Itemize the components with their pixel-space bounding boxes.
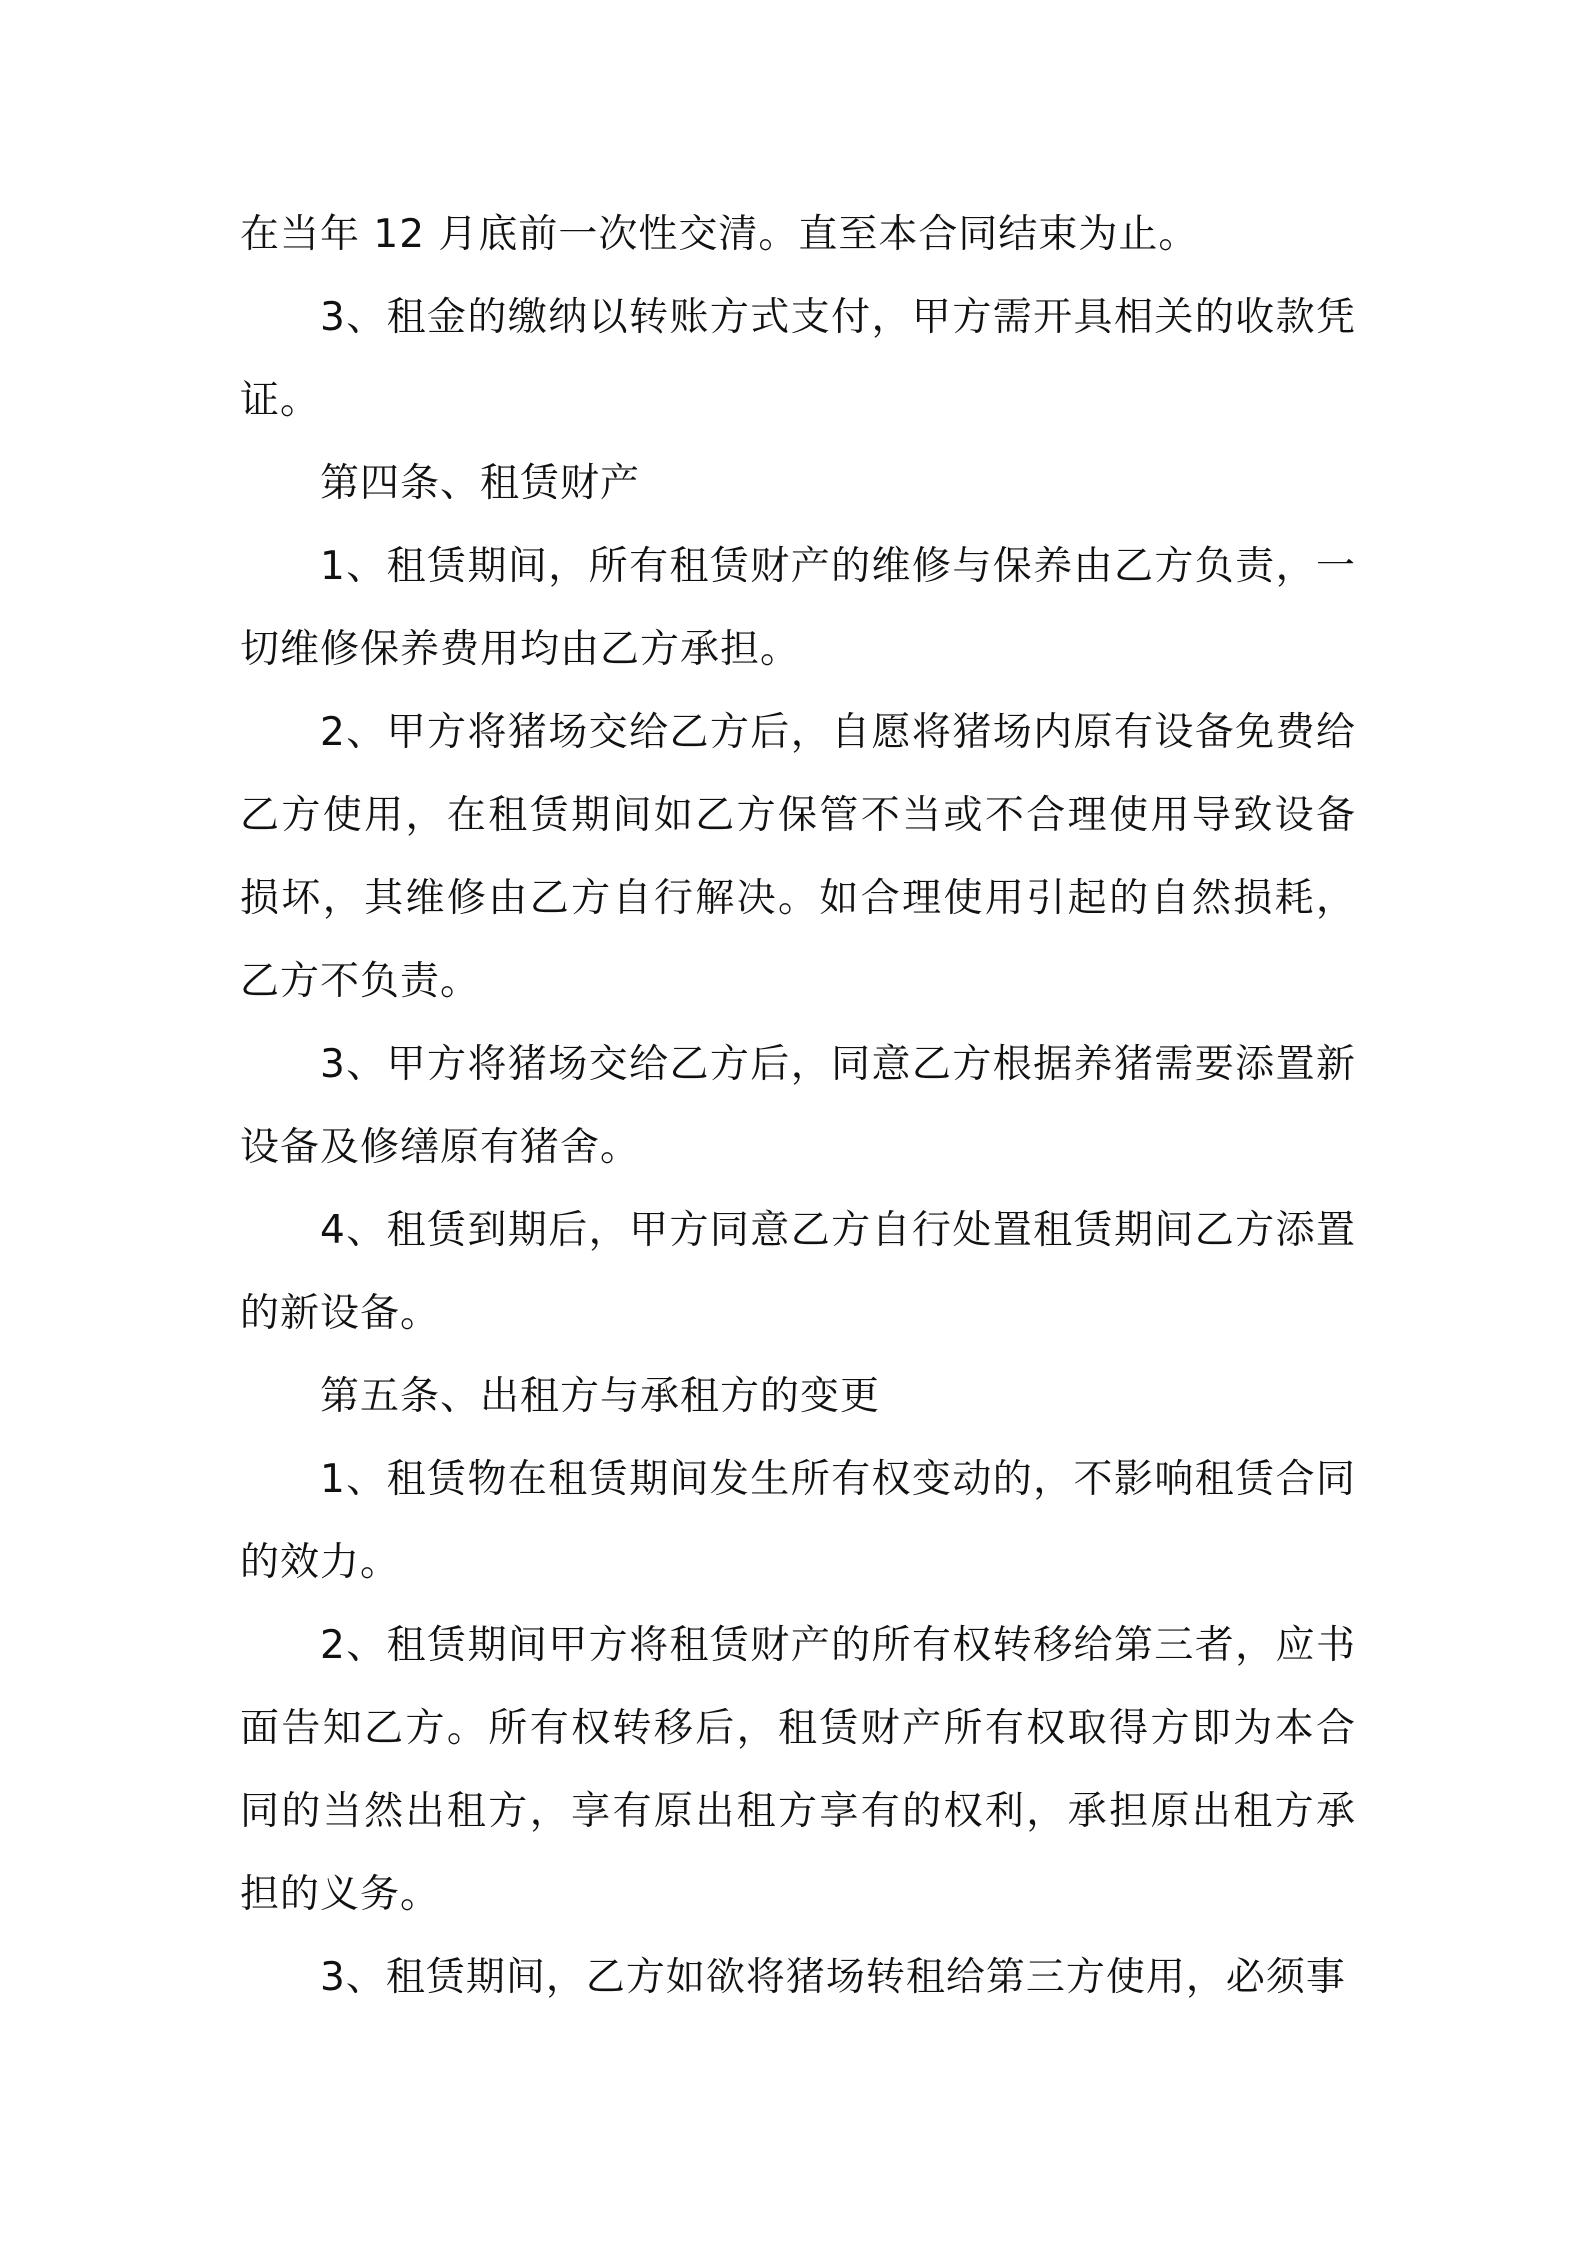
paragraph-article-5-item-1: 1、租赁物在租赁期间发生所有权变动的，不影响租赁合同的效力。 [240, 1457, 1356, 1585]
paragraph-article-5-item-2: 2、租赁期间甲方将租赁财产的所有权转移给第三者，应书面告知乙方。所有权转移后，租赁财产所有权取得方即为本合同的当然出租方，享有原出租方享有的权利，承担原出租方承担的义务。 [240, 1623, 1356, 1917]
paragraph-article-5-item-3: 3、租赁期间，乙方如欲将猪场转租给第三方使用，必须事 [320, 1955, 1346, 2000]
paragraph-payment-deadline: 在当年 12 月底前一次性交清。直至本合同结束为止。 [240, 212, 1199, 257]
paragraph-article-4-item-1: 1、租赁期间，所有租赁财产的维修与保养由乙方负责，一切维修保养费用均由乙方承担。 [240, 544, 1356, 672]
paragraph-rent-transfer: 3、租金的缴纳以转账方式支付，甲方需开具相关的收款凭证。 [240, 295, 1356, 423]
heading-article-4: 第四条、租赁财产 [320, 461, 641, 506]
contract-body [240, 193, 1356, 2019]
paragraph-article-4-item-2: 2、甲方将猪场交给乙方后，自愿将猪场内原有设备免费给乙方使用，在租赁期间如乙方保管不当或不合理使用导致设备损坏，其维修由乙方自行解决。如合理使用引起的自然损耗，乙方不负责。 [240, 710, 1356, 1004]
heading-article-5: 第五条、出租方与承租方的变更 [320, 1374, 881, 1419]
paragraph-article-4-item-3: 3、甲方将猪场交给乙方后，同意乙方根据养猪需要添置新设备及修缮原有猪舍。 [240, 1042, 1356, 1170]
paragraph-article-4-item-4: 4、租赁到期后，甲方同意乙方自行处置租赁期间乙方添置的新设备。 [240, 1208, 1356, 1336]
